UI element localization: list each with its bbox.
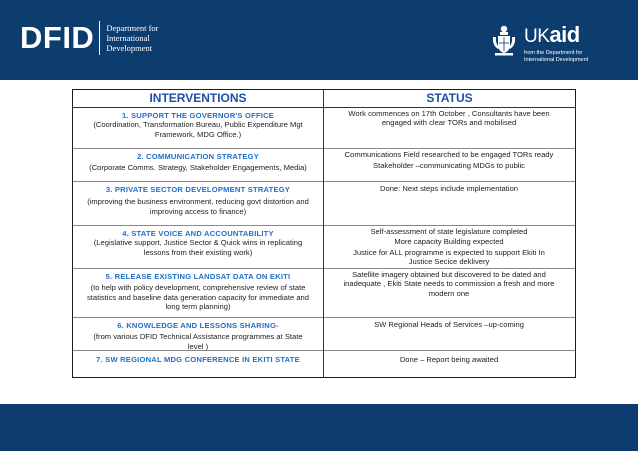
table-row [73, 108, 575, 149]
intervention-detail: long term planning) [165, 302, 231, 312]
status-text: Self-assessment of state legislature completed [370, 227, 528, 236]
intervention-title: 7. SW REGIONAL MDG CONFERENCE IN EKITI STATE [96, 355, 300, 364]
ukaid-wordmark: UKaid [524, 22, 580, 47]
dfid-subtitle [106, 23, 158, 53]
intervention-title: 5. RELEASE EXISTING LANDSAT DATA ON EKITI [105, 272, 291, 281]
status-text: Work commences on 17th October , Consultants have been [348, 109, 550, 118]
status-column-header: STATUS [426, 91, 473, 105]
ukaid-text [524, 24, 588, 63]
status-text: inadequate , Ekiti State needs to commission a fresh and more [343, 279, 555, 289]
dfid-subtitle-line: Development [106, 43, 153, 53]
ukaid-logo [490, 24, 588, 63]
intervention-title: 2. COMMUNICATION STRATEGY [137, 152, 259, 161]
status-cell [329, 150, 569, 171]
intervention-cell [77, 111, 319, 139]
status-text: Justice for ALL programme is expected to support Ekiti In [353, 247, 545, 257]
intervention-detail: statistics and baseline data generation capacity for immediate and [86, 292, 310, 302]
ukaid-subtitle-line: International Development [524, 56, 589, 63]
status-cell [329, 184, 569, 193]
interventions-status-table [72, 89, 576, 378]
intervention-detail: lessons from their existing work) [143, 247, 253, 257]
intervention-title: 3. PRIVATE SECTOR DEVELOPMENT STRATEGY [105, 185, 291, 194]
status-text: Justice Secice deklivery [408, 257, 490, 267]
table-row [73, 149, 575, 182]
status-text: Communications Field researched to be engaged TORs ready [344, 150, 554, 159]
status-text: engaged with clear TORs and mobilised [381, 118, 517, 128]
header-band [0, 0, 638, 80]
dfid-divider [99, 21, 100, 55]
intervention-cell [77, 152, 319, 173]
intervention-detail: (Legislative support, Justice Sector & Quick wins in replicating [93, 238, 303, 248]
dfid-wordmark: DFID [20, 20, 95, 55]
table-row [73, 269, 575, 318]
intervention-title: 4. STATE VOICE AND ACCOUNTABILITY [122, 229, 274, 238]
intervention-detail: (to help with policy development, comprehensive review of state [90, 283, 306, 293]
intervention-detail: improving access to finance) [149, 206, 247, 216]
status-cell [329, 270, 569, 298]
intervention-detail: (from various DFID Technical Assistance programmes at State [93, 332, 303, 342]
interventions-column-header: INTERVENTIONS [149, 91, 247, 105]
intervention-title: 6. KNOWLEDGE AND LESSONS SHARING- [117, 321, 279, 330]
ukaid-subtitle-line: from the Department for [524, 50, 583, 56]
table-row [73, 226, 575, 269]
status-text: Stakeholder –communicating MDGs to public [373, 161, 525, 171]
status-cell [329, 227, 569, 267]
status-cell [329, 355, 569, 364]
intervention-cell [77, 272, 319, 312]
intervention-title: 1. SUPPORT THE GOVERNOR'S OFFICE [121, 111, 275, 120]
status-cell [329, 320, 569, 329]
ukaid-subtitle [524, 50, 588, 63]
table-row [73, 351, 575, 377]
intervention-cell [77, 229, 319, 257]
status-text: Done – Report being awaited [399, 355, 499, 364]
status-text: More capacity Building expected [394, 237, 504, 247]
table-header-row [73, 90, 575, 108]
dfid-logo [20, 20, 159, 56]
status-cell [329, 109, 569, 128]
table-row [73, 182, 575, 226]
intervention-cell [77, 185, 319, 216]
intervention-detail: (Corporate Comms. Strategy, Stakeholder Engagements, Media) [89, 163, 307, 173]
footer-band [0, 404, 638, 451]
intervention-detail: (Coordination, Transformation Bureau, Public Expenditure Mgt [93, 120, 303, 130]
dfid-subtitle-line: Department for [106, 23, 159, 33]
dfid-subtitle-line: International [106, 33, 150, 43]
intervention-cell [77, 321, 319, 351]
intervention-cell [77, 355, 319, 364]
status-text: Done: Next steps include implementation [379, 184, 519, 193]
intervention-detail: (improving the business environment, reducing govt distortion and [87, 197, 309, 207]
status-text: SW Regional Heads of Services –up-coming [374, 320, 524, 329]
status-text: Satellite imagery obtained but discovered to be dated and [352, 270, 546, 279]
royal-crest-icon [490, 24, 518, 58]
status-text: modern one [428, 288, 470, 298]
intervention-detail: Framework, MDG Office.) [154, 129, 242, 139]
intervention-detail: level ) [187, 341, 209, 351]
column-divider [323, 90, 324, 377]
table-row [73, 318, 575, 351]
